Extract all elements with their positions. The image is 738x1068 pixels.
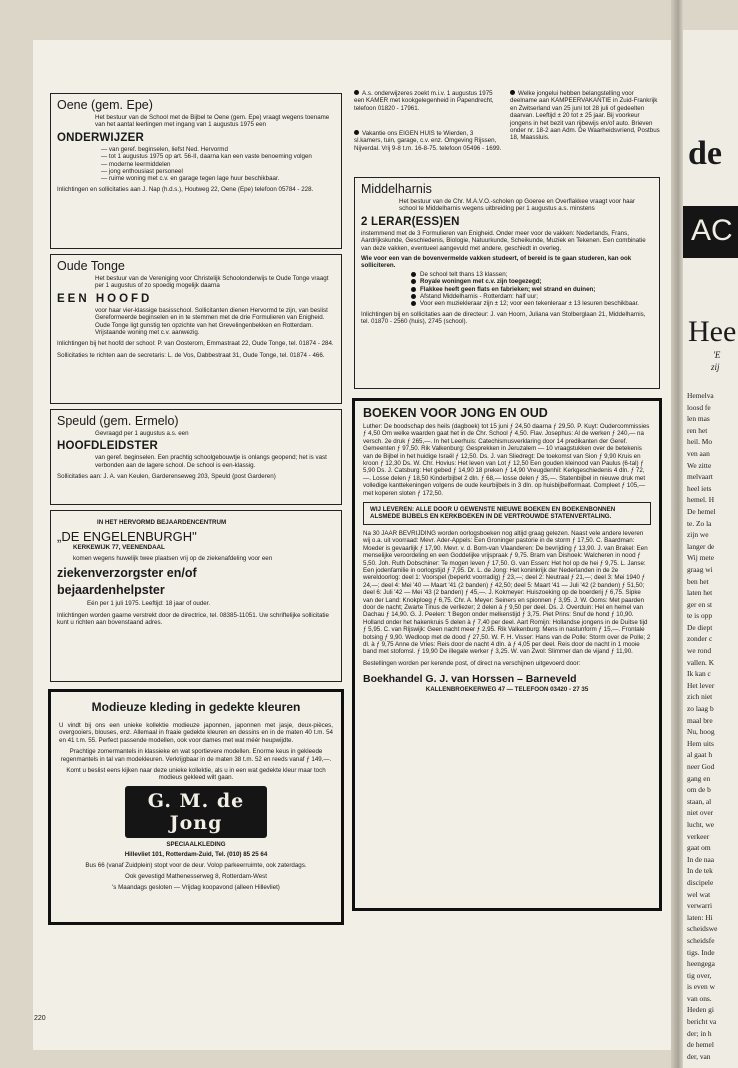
ad-details: Eén per 1 juli 1975. Leeftijd: 18 jaar of ouder. [87, 600, 211, 608]
ad-contact: Inlichtingen worden gaarne verstrekt door de directrice, tel. 08385-11051. Uw schriftelijke sollicitatie kunt u richten aan bovenstaand adres. [57, 611, 329, 627]
facing-text-line: der; in h [687, 1028, 712, 1038]
facing-article-title: Hee [688, 315, 737, 348]
list-item: Afstand Middelharnis - Rotterdam: half uur; [411, 293, 653, 300]
ad-body: Wie voor een van de bovenvermelde vakken studeert, of bereid is te gaan studeren, kan ook solliciteren. [361, 255, 632, 270]
list-item: Voor een muziekleraar zijn ± 12; voor een tekenleraar ± 13 lesuren beschikbaar. [411, 300, 653, 307]
job-title: ONDERWIJZER [57, 131, 144, 144]
facing-heading: de [688, 135, 722, 172]
ad-title: Modieuze kleding in gedekte kleuren [91, 700, 301, 714]
facing-text-line: ben het [687, 576, 709, 586]
facing-text-line: Nu, hoog [687, 727, 715, 737]
bullet-icon [510, 90, 515, 95]
facing-text-line: tig over, [687, 970, 712, 980]
ad-intro: Het bestuur van de School met de Bijbel te Oene (gem. Epe) vraagt wegens toename van het aantal leerlingen met ingang van 1 augustus 1975 een [95, 114, 330, 129]
store-logo: G. M. de Jong [125, 786, 267, 838]
facing-text-line: laten het [687, 588, 713, 598]
facing-text-line: Hemelva [687, 391, 714, 400]
job-title: HOOFDLEIDSTER [57, 440, 158, 453]
facing-article-text [687, 390, 717, 1062]
facing-text-line: we rond [687, 646, 712, 656]
facing-text-line: In de naa [687, 854, 715, 864]
facing-text-line: heil. Mo [687, 437, 713, 447]
bullet-icon [354, 130, 359, 135]
list-item: Flakkee heeft geen flats en fabrieken; wel strand en duinen; [411, 286, 653, 293]
small-ad-vakantie [354, 130, 502, 152]
facing-text-line: wel wat [687, 889, 711, 899]
ad-intro: Het bestuur van de Vereniging voor Christelijk Schoolonderwijs te Oude Tonge vraagt per 1 augustus of zo spoedig mogelijk daarna [95, 275, 329, 290]
facing-text-line: discipele [687, 877, 714, 887]
list-item: De school telt thans 13 klassen; [411, 271, 653, 278]
small-ad-text: Welke jongelui hebben belangstelling voor deelname aan KAMPEERVAKANTIE in Zuid-Frankrijk en Zwitserland van 25 juni tot 28 juli of gedeelten daarvan. Leeftijd ± 20 tot ± 25 jaar. Bij voorkeur jongens in het bezit van rijbewijs en/of auto. Brieven onder nr. 18-2 aan Adm. De Waarheidsvriend, Postbus 18, Maassluis. [510, 90, 660, 142]
town-title: Oude Tonge [57, 259, 125, 273]
facing-text-line: staan, al [687, 796, 712, 806]
facing-text-line: zo laag b [687, 704, 714, 714]
ad-body: instemmend met de 3 Formulieren van Enigheid. Onder meer voor de vakken: Nederlands, Frans, Aardrijkskunde, Geschiedenis, Biologie, Natuurkunde, Scheikunde, Muziek en Tekenen. Een combinatie van deze vakken, eventueel aangevuld met andere, geschiedt in overleg. [361, 229, 646, 252]
facing-text-line: te is opp [687, 611, 713, 621]
requirements-list [57, 146, 335, 183]
list-item: Royale woningen met c.v. zijn toegezegd; [411, 278, 653, 285]
ad-intro: Gevraagd per 1 augustus a.s. een [95, 430, 189, 437]
facing-text-line: maal bre [687, 715, 713, 725]
facing-text-line: der, van [687, 1051, 711, 1061]
list-item: — van geref. beginselen, liefst Ned. Hervormd [101, 145, 228, 153]
ad-intro: komen wegens huwelijk twee plaatsen vrij op de ziekenafdeling voor een [73, 554, 273, 562]
facing-text-line: melvaart [687, 472, 713, 482]
facing-text-line: gaat om [687, 843, 711, 853]
list-item: — ruime woning met c.v. en garage tegen lage huur beschikbaar. [101, 175, 280, 183]
ad-contact: Sollicitaties te richten aan de secretaris: L. de Vos, Dabbestraat 31, Oude Tonge, tel. 01874 - 466. [57, 351, 325, 359]
page-gutter [671, 0, 683, 1068]
job-title: EEN HOOFD [57, 292, 153, 305]
small-ad-kamer [354, 90, 502, 112]
facing-text-line: ven aan [687, 448, 710, 458]
ad-contact: Inlichtingen bij het hoofd der school: P. van Oosterom, Emmastraat 22, Oude Tonge, tel. 01874 - 284. [57, 340, 334, 348]
facing-text-line: De hemel [687, 506, 716, 516]
ad-pretitle: IN HET HERVORMD BEJAARDENCENTRUM [97, 519, 227, 526]
facing-text-line: Heden gi [687, 1005, 714, 1015]
order-note: Bestellingen worden per kerende post, of direct na verschijnen uitgevoerd door: [363, 659, 581, 667]
ad-engelenburgh [50, 510, 342, 682]
facing-text-line: ger en st [687, 599, 713, 609]
facing-text-line: vallen. K [687, 657, 715, 667]
facing-text-line: graag wi [687, 564, 713, 574]
facing-subtitle: zij [711, 362, 720, 372]
notice-text: WIJ LEVEREN: ALLE DOOR U GEWENSTE NIEUWE BOEKEN EN BOEKENBONNEN ALSMEDE BIJBELS EN KERKBOEKEN IN DE VERTROUWDE STATENVERTALING. [370, 506, 616, 521]
town-title: Middelharnis [361, 182, 432, 196]
facing-text-line: De diept [687, 622, 713, 632]
facing-text-line: gang en [687, 773, 711, 783]
store-address: Hillevliet 101, Rotterdam-Zuid, Tel. (010) 85 25 64 [124, 851, 268, 859]
ad-title: BOEKEN VOOR JONG EN OUD [363, 406, 548, 420]
small-ad-kampeer [510, 90, 660, 142]
benefits-list [361, 271, 653, 308]
ad-body: U vindt bij ons een unieke kollektie modieuze japonnen, japonnen met jasje, deux-pièces, overgooiers, blouses, enz. Allemaal in fraaie gedekte kleuren en dessins en in de maten 40 t.m. 54 en 41 t.m. 55. Perfect passende modellen, ook voor dames met wat méér heupwijdte. [59, 722, 333, 744]
institution-name: „DE ENGELENBURGH" [57, 529, 197, 545]
page-number: 220 [34, 1015, 46, 1022]
ad-de-jong [48, 689, 344, 925]
facing-text-line: heel iets [687, 483, 712, 493]
ad-contact: Sollicitaties aan: J. A. van Keulen, Garderenseweg 203, Speuld (post Garderen) [57, 473, 276, 481]
facing-text-line: is even w [687, 982, 715, 992]
banner-text: AC [691, 214, 733, 247]
facing-banner [683, 206, 738, 258]
store-branch: Ook gevestigd Mathenesserweg 8, Rotterdam-West [125, 873, 267, 881]
list-item: — jong enthousiast personeel [101, 168, 183, 176]
shop-address: KALLENBROEKERWEG 47 — TELEFOON 03420 - 27 35 [425, 686, 589, 694]
facing-text-line: neer God [687, 762, 715, 771]
ad-speuld [50, 409, 342, 505]
facing-text-line: verwarri [687, 901, 713, 911]
shop-name: Boekhandel G. J. van Horssen – Barneveld [363, 673, 577, 686]
book-list: Na 30 JAAR BEVRIJDING worden oorlogsboeken nog altijd graag gelezen. Naast vele andere leveren wij o.a. uit voorraad: Mevr. Ader-Appels: Een Groninger pastorie in de storm ƒ 17,50. C. Baardman: Moeder is gevaarlijk ƒ 17,90. Mevr. v. d. Born-van Vlaanderen: De bevrijding ƒ 13,90. J. van Brakel: Een menselijke veroordeling en een Goddelijke vrijspraak ƒ 9,75. Bram van Dishoek: Walcheren in nood ƒ 5,50. Joh. Ruth Dobschiner: Te mogen leven ƒ 17,50. G. van Essen: Het hol op de hei ƒ 9,75. L. Janse: Een jodenfamilie in oorlogstijd ƒ 7,95. Dr. L. de Jong: Het koninkrijk der Nederlanden in de 2e wereldoorlog: deel 1: Voorspel (beperkt voorradig) ƒ 23,—; deel 2: Neutraal ƒ 21,—; deel 3: Mei 1940 ƒ 24,—; deel 4: Mei '40 — Maart '41 (2 banden) ƒ 42,50; deel 5: Maart '41 — Juli '42 (2 banden) ƒ 51,50; deel 6: Juli '42 — Mei '43 (2 banden) ƒ 45,—. J. Kokmeyer: Huiszoeking op de boerderij ƒ 6,75. Sipke van der Land: Knokploeg ƒ 6,75. Chr. A. Meyer: Seiners en spionnen ƒ 3,95. J. W. Ooms: Met paarden door de nacht; Zwarte Tinus de verliezer; 2 delen à ƒ 9,50 per deel. Ds. J. Overduin: Hel en hemel van Dachau ƒ 14,90. G. J. Peelen: 't Begon onder melkenstijd ƒ 3,75. Piet Prins: Snuf de hond ƒ 10,90. Holland onder het hakenkruis 5 delen à ƒ 7,40 per deel. Aart Romijn: Hollandse jongens in de Duitse tijd ƒ 5,95. C. van Rijswijk: Geen nacht meer ƒ 2,95. Rik Valkenburg: Mens in nastunform ƒ 15,—. Frontale botsing ƒ 9,90. Wedloop met de dood ƒ 27,50. W. F. H. Visser: Hans van de Polle: Storm over de Polle; 2 dl. à ƒ 9,75 Anne de Vries: Reis door de nacht 4 dln. à ƒ 4,05 per deel. Reis door de nacht in 1 mooie band met stofomsl. ƒ 19,90 De illegale werker ƒ 3,25. W. van Zwol: Slimmer dan de vijand ƒ 11,90. [363, 529, 651, 656]
facing-text-line: verkeer [687, 831, 710, 841]
job-title: bejaardenhelpster [57, 583, 165, 598]
facing-subtitle: 'E [713, 350, 721, 360]
facing-text-line: tigs. Inde [687, 947, 715, 957]
town-title: Oene (gem. Epe) [57, 98, 153, 112]
ad-oene [50, 93, 342, 249]
facing-text-line: niet over [687, 808, 714, 818]
facing-text-line: bericht va [687, 1017, 717, 1027]
facing-text-line: ren het [687, 425, 708, 435]
facing-text-line: Hem uits [687, 738, 714, 748]
facing-text-line: lucht, we [687, 819, 715, 829]
facing-text-line: len mas [687, 414, 710, 424]
facing-text-line: de hemel [687, 1040, 714, 1050]
list-item: — tot 1 augustus 1975 op art. 56-II, daarna kan een vaste benoeming volgen [101, 153, 312, 161]
facing-text-line: van ons. [687, 993, 712, 1003]
facing-text-line: Het lever [687, 680, 715, 690]
small-ad-text: Vakantie ons EIGEN HUIS te Wierden, 3 sl.kamers, tuin, garage, c.v. enz. Omgeving Rijssen, Nijverdal. Vrij 9-8 t.m. 16-8-75. telefoon 05496 - 1699. [354, 130, 502, 152]
town-title: Speuld (gem. Ermelo) [57, 414, 179, 428]
store-bus: Bus 66 (vanaf Zuidplein) stopt voor de deur. Volop parkeerruimte, ook zaterdags. [85, 861, 307, 869]
ad-contact: Inlichtingen bij en sollicitaties aan de directeur: J. van Hoorn, Juliana van Stolberglaan 21, Middelharnis, tel. 01870 - 2560 (huis), 2745 (school). [361, 310, 646, 326]
facing-text-line: zonder c [687, 634, 713, 644]
facing-page [683, 30, 738, 1068]
facing-text-line: scheidswe [687, 924, 718, 934]
job-title: 2 LERAR(ESS)EN [361, 215, 460, 228]
ad-body: van geref. beginselen. Een prachtig schoolgebouwtje is onlangs geopend; het is vast verbonden aan de lagere school. De school is een-klassig. [95, 454, 327, 469]
facing-text-line: We zitte [687, 460, 712, 470]
ad-body: voor haar vier-klassige basisschool. Sollicitanten dienen Hervormd te zijn, van beslist Gereformeerde beginselen en in te stemmen met de drie Formulieren van Enigheid. Oude Tonge ligt gunstig ten opzichte van het Grevelingenbekken en Rotterdam. Vrijstaande woning met c.v. aanwezig. [95, 306, 328, 337]
facing-text-line: In de tek [687, 866, 713, 876]
facing-text-line: al gaat h [687, 750, 713, 760]
ad-intro: Het bestuur van de Chr. M.A.V.O.-scholen op Goeree en Overflakkee vraagt voor haar school te Middelharnis wegens uitbreiding per 1 augustus a.s. minstens [399, 198, 636, 213]
notice-box [363, 502, 651, 525]
bullet-icon [354, 90, 359, 95]
ad-oude-tonge [50, 254, 342, 404]
ad-middelharnis [354, 177, 660, 389]
facing-text-line: hemel. H [687, 495, 715, 505]
facing-text-line: zijn we [687, 530, 709, 540]
facing-text-line: Wij mete [687, 553, 714, 563]
ad-body: Prachtige zomermantels in klassieke en wat sportievere modellen. Enorme keus in gekleede regenmantels in tal van modekleuren. Verkrijgbaar in de maten 38 t.m. 52 en reeds vanaf ƒ 149,—. [60, 748, 332, 763]
job-title: ziekenverzorgster en/of [57, 566, 197, 581]
facing-text-line: langer de [687, 541, 715, 551]
list-item: — moderne leermiddelen [101, 160, 171, 168]
book-list: Luther: De boodschap des heils (dagboek) tot 15 juni ƒ 24,50 daarna ƒ 29,50. P. Kuyt: Oudercommissies ƒ 4,50 Om welke waarden gaat het in de Chr. School ƒ 4,50. Flav. Josephus: Al de werken ƒ 240,— na versch. 2e druk ƒ 265,—. In het Leerhuis: Catechismusverklaring door 14 predikanten der Geref. Gemeenten ƒ 97,50. Rik Valkenburg: Gesprekken in Jeruzalem — 10 vraagstukken over de betekenis van de Bijbel in het huidige Israël ƒ 12,50. Ds. J. van Sliedregt: De toekomst van Sion ƒ 9,90 Kruis en kroon ƒ 12,30 Ds. W. Chr. Hovius: Het leven van Lot ƒ 12,50 Een gouden kleinood van Paulus (6-tal) ƒ 5,90 Ds. J. Catsburg: Het gebed ƒ 14,90 18 preken ƒ 14,90 Vreugdenhil: Kerkgeschiedenis 4 dln. ƒ 72,—. Losse delen ƒ 18,50 Kinderbijbel 2 dln. ƒ 68,— losse delen ƒ 35,—. Statenbijbel in nieuwe druk met volledige kanttekeningen volgens de oude keurbijbels in 3 dln. op huisbijbelformaat. Compleet ƒ 105,— met koperen sloten ƒ 172,50. [363, 423, 650, 497]
facing-text-line: loosd fe [687, 402, 711, 412]
facing-text-line: te. Zo la [687, 518, 712, 528]
institution-address: KERKEWIJK 77, VEENENDAAL [73, 544, 165, 552]
store-hours: 's Maandags gesloten — Vrijdag koopavond (alleen Hillevliet) [112, 884, 280, 892]
ad-body: Komt u beslist eens kijken naar deze unieke kollektie, als u in een wat gedekte kleur maar toch modieus gekleed wilt gaan. [66, 767, 326, 782]
small-ad-text: A.s. onderwijzeres zoekt m.i.v. 1 augustus 1975 een KAMER met kookgelegenheid in Papendrecht, telefoon 01820 - 17961. [354, 90, 494, 112]
facing-text-line: laten: Hi [687, 912, 713, 922]
ad-boeken [352, 398, 662, 911]
ad-contact: Inlichtingen en sollicitaties aan J. Nap (h.d.s.), Houtweg 22, Oene (Epe) telefoon 05784 - 228. [57, 185, 314, 193]
facing-text-line: om de b [687, 785, 711, 795]
facing-text-line: scheidsfe [687, 935, 715, 945]
facing-text-line: zich niet [687, 692, 713, 702]
facing-text-line: heengega [687, 959, 715, 969]
store-tagline: SPECIAALKLEDING [166, 840, 226, 848]
facing-text-line: Ik kan c [687, 669, 711, 679]
